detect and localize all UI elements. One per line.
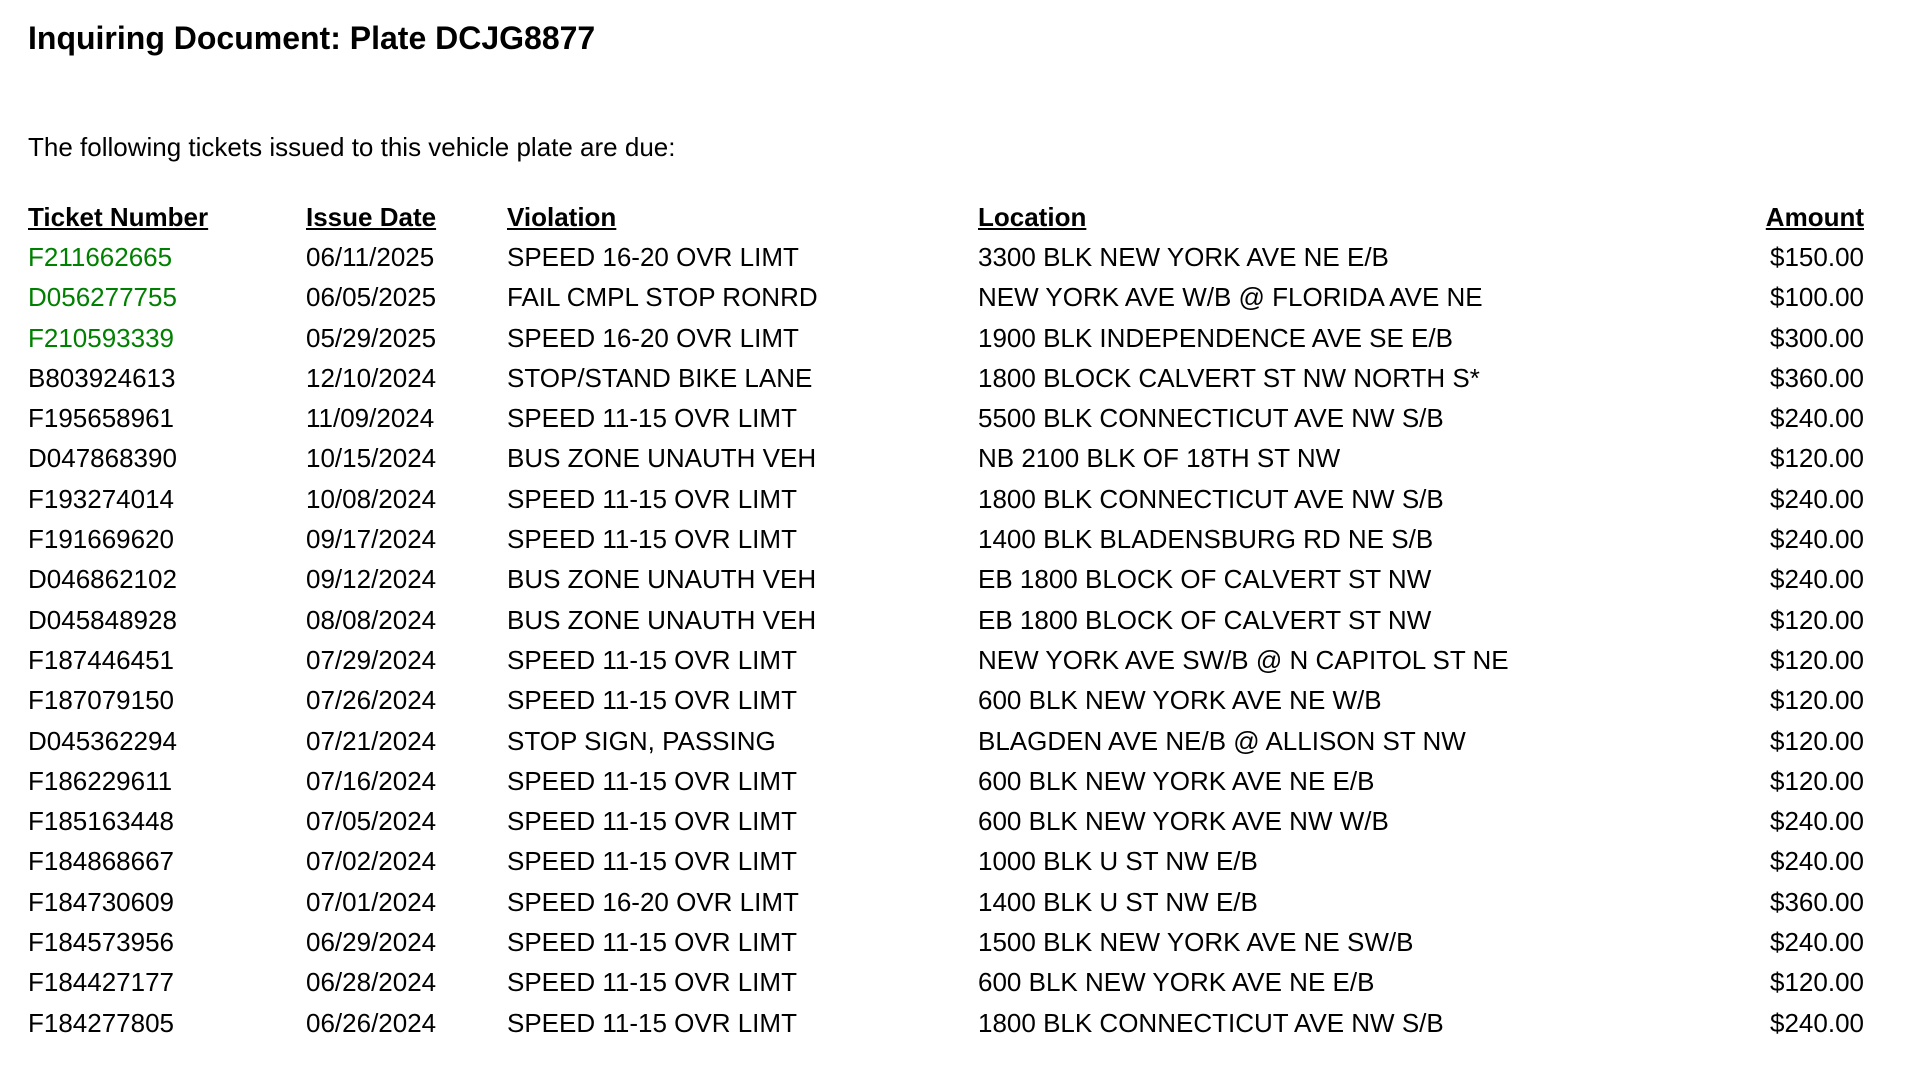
issue-date: 06/26/2024 — [306, 1007, 437, 1038]
table-row — [28, 519, 1864, 559]
violation-description: BUS ZONE UNAUTH VEH — [507, 443, 817, 474]
issue-date: 10/08/2024 — [306, 483, 437, 514]
violation-location: EB 1800 BLOCK OF CALVERT ST NW — [978, 604, 1432, 635]
ticket-number: F184868667 — [28, 846, 175, 877]
table-row — [28, 439, 1864, 479]
ticket-number: D045362294 — [28, 725, 177, 756]
issue-date: 07/29/2024 — [306, 644, 437, 675]
amount-due: $120.00 — [1770, 604, 1864, 635]
ticket-number: F193274014 — [28, 483, 175, 514]
column-header-violation: Violation — [507, 201, 617, 232]
violation-description: FAIL CMPL STOP RONRD — [507, 282, 818, 313]
ticket-number-link[interactable]: D056277755 — [28, 282, 177, 313]
amount-due: $100.00 — [1770, 282, 1864, 313]
table-row — [28, 801, 1864, 841]
issue-date: 10/15/2024 — [306, 443, 437, 474]
amount-due: $240.00 — [1770, 483, 1864, 514]
amount-due: $120.00 — [1770, 644, 1864, 675]
table-row — [28, 681, 1864, 721]
amount-due: $120.00 — [1770, 765, 1864, 796]
amount-due: $120.00 — [1770, 725, 1864, 756]
violation-description: SPEED 11-15 OVR LIMT — [507, 685, 797, 716]
violation-description: SPEED 11-15 OVR LIMT — [507, 1007, 797, 1038]
amount-due: $240.00 — [1770, 524, 1864, 555]
amount-due: $150.00 — [1770, 241, 1864, 272]
issue-date: 07/02/2024 — [306, 846, 437, 877]
violation-description: SPEED 11-15 OVR LIMT — [507, 483, 797, 514]
table-row — [28, 600, 1864, 640]
column-header-amount: Amount — [1765, 201, 1864, 232]
violation-description: SPEED 11-15 OVR LIMT — [507, 524, 797, 555]
violation-description: SPEED 11-15 OVR LIMT — [507, 806, 797, 837]
ticket-number-link[interactable]: F211662665 — [28, 241, 173, 272]
amount-due: $240.00 — [1770, 403, 1864, 434]
ticket-number: F191669620 — [28, 524, 175, 555]
violation-location: EB 1800 BLOCK OF CALVERT ST NW — [978, 564, 1432, 595]
violation-description: SPEED 11-15 OVR LIMT — [507, 644, 797, 675]
violation-description: SPEED 11-15 OVR LIMT — [507, 846, 797, 877]
ticket-number: F185163448 — [28, 806, 175, 837]
violation-description: SPEED 11-15 OVR LIMT — [507, 403, 797, 434]
tickets-table-body — [28, 237, 1864, 1043]
issue-date: 07/01/2024 — [306, 886, 437, 917]
ticket-number: F195658961 — [28, 403, 175, 434]
violation-description: SPEED 16-20 OVR LIMT — [507, 241, 799, 272]
amount-due: $240.00 — [1770, 846, 1864, 877]
amount-due: $240.00 — [1770, 926, 1864, 957]
violation-description: BUS ZONE UNAUTH VEH — [507, 604, 817, 635]
issue-date: 05/29/2025 — [306, 322, 437, 353]
violation-location: 1000 BLK U ST NW E/B — [978, 846, 1258, 877]
violation-description: SPEED 11-15 OVR LIMT — [507, 926, 797, 957]
amount-due: $120.00 — [1770, 967, 1864, 998]
issue-date: 06/28/2024 — [306, 967, 437, 998]
violation-location: 600 BLK NEW YORK AVE NE E/B — [978, 967, 1375, 998]
ticket-number: F184277805 — [28, 1007, 175, 1038]
issue-date: 07/21/2024 — [306, 725, 437, 756]
ticket-number: F187079150 — [28, 685, 175, 716]
violation-location: 1800 BLK CONNECTICUT AVE NW S/B — [978, 1007, 1444, 1038]
violation-location: 1400 BLK BLADENSBURG RD NE S/B — [978, 524, 1434, 555]
ticket-number: F187446451 — [28, 644, 175, 675]
column-header-ticket-number: Ticket Number — [28, 201, 209, 232]
violation-location: 5500 BLK CONNECTICUT AVE NW S/B — [978, 403, 1444, 434]
violation-location: 1800 BLK CONNECTICUT AVE NW S/B — [978, 483, 1444, 514]
violation-description: SPEED 11-15 OVR LIMT — [507, 967, 797, 998]
table-row — [28, 560, 1864, 600]
issue-date: 07/05/2024 — [306, 806, 437, 837]
amount-due: $240.00 — [1770, 806, 1864, 837]
issue-date: 09/12/2024 — [306, 564, 437, 595]
table-row — [28, 398, 1864, 438]
ticket-number: F184573956 — [28, 926, 175, 957]
issue-date: 07/26/2024 — [306, 685, 437, 716]
violation-location: 1800 BLOCK CALVERT ST NW NORTH S* — [978, 362, 1480, 393]
amount-due: $120.00 — [1770, 685, 1864, 716]
table-row — [28, 318, 1864, 358]
issue-date: 08/08/2024 — [306, 604, 437, 635]
ticket-number: F184427177 — [28, 967, 175, 998]
violation-location: BLAGDEN AVE NE/B @ ALLISON ST NW — [978, 725, 1466, 756]
ticket-number: B803924613 — [28, 362, 176, 393]
violation-location: NEW YORK AVE SW/B @ N CAPITOL ST NE — [978, 644, 1509, 675]
violation-location: 600 BLK NEW YORK AVE NW W/B — [978, 806, 1389, 837]
ticket-number: D047868390 — [28, 443, 177, 474]
violation-description: BUS ZONE UNAUTH VEH — [507, 564, 817, 595]
amount-due: $240.00 — [1770, 1007, 1864, 1038]
violation-location: 600 BLK NEW YORK AVE NE W/B — [978, 685, 1382, 716]
table-row — [28, 922, 1864, 962]
page-title: Inquiring Document: Plate DCJG8877 — [28, 20, 596, 56]
violation-description: SPEED 11-15 OVR LIMT — [507, 765, 797, 796]
issue-date: 06/05/2025 — [306, 282, 437, 313]
amount-due: $360.00 — [1770, 362, 1864, 393]
table-row — [28, 761, 1864, 801]
ticket-number: F184730609 — [28, 886, 175, 917]
ticket-number-link[interactable]: F210593339 — [28, 322, 175, 353]
amount-due: $240.00 — [1770, 564, 1864, 595]
amount-due: $300.00 — [1770, 322, 1864, 353]
table-row — [28, 721, 1864, 761]
issue-date: 06/29/2024 — [306, 926, 437, 957]
violation-location: 1400 BLK U ST NW E/B — [978, 886, 1258, 917]
table-row — [28, 842, 1864, 882]
table-row — [28, 479, 1864, 519]
table-row — [28, 278, 1864, 318]
violation-location: 3300 BLK NEW YORK AVE NE E/B — [978, 241, 1389, 272]
issue-date: 12/10/2024 — [306, 362, 437, 393]
violation-description: STOP SIGN, PASSING — [507, 725, 776, 756]
table-row — [28, 358, 1864, 398]
tickets-table — [28, 197, 1864, 1043]
table-row — [28, 882, 1864, 922]
issue-date: 11/09/2024 — [306, 403, 435, 434]
violation-location: 1500 BLK NEW YORK AVE NE SW/B — [978, 926, 1414, 957]
violation-description: SPEED 16-20 OVR LIMT — [507, 886, 799, 917]
violation-location: 600 BLK NEW YORK AVE NE E/B — [978, 765, 1375, 796]
column-header-location: Location — [978, 201, 1087, 232]
amount-due: $360.00 — [1770, 886, 1864, 917]
violation-description: STOP/STAND BIKE LANE — [507, 362, 813, 393]
column-header-issue-date: Issue Date — [306, 201, 437, 232]
table-row — [28, 640, 1864, 680]
issue-date: 09/17/2024 — [306, 524, 437, 555]
table-header-row — [28, 197, 1864, 237]
violation-description: SPEED 16-20 OVR LIMT — [507, 322, 799, 353]
violation-location: NB 2100 BLK OF 18TH ST NW — [978, 443, 1341, 474]
issue-date: 06/11/2025 — [306, 241, 435, 272]
ticket-number: D046862102 — [28, 564, 177, 595]
violation-location: 1900 BLK INDEPENDENCE AVE SE E/B — [978, 322, 1453, 353]
intro-text: The following tickets issued to this vehicle plate are due: — [28, 132, 676, 162]
amount-due: $120.00 — [1770, 443, 1864, 474]
issue-date: 07/16/2024 — [306, 765, 437, 796]
table-row — [28, 1003, 1864, 1043]
ticket-number: D045848928 — [28, 604, 177, 635]
ticket-number: F186229611 — [28, 765, 173, 796]
table-row — [28, 237, 1864, 277]
table-row — [28, 963, 1864, 1003]
violation-location: NEW YORK AVE W/B @ FLORIDA AVE NE — [978, 282, 1483, 313]
